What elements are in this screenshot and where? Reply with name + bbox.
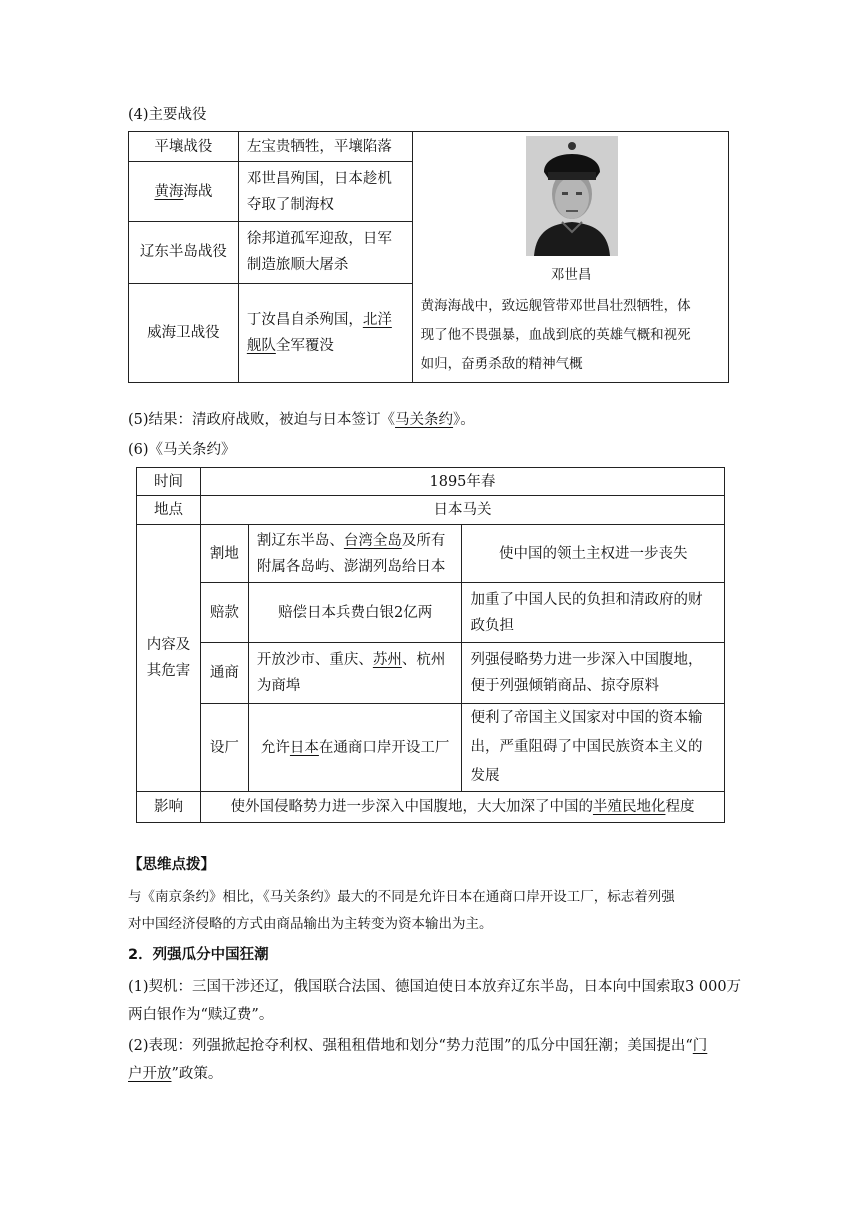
time-label: 时间 bbox=[137, 468, 201, 496]
row-item: 通商 bbox=[200, 643, 248, 704]
row-item: 割地 bbox=[200, 525, 248, 583]
battle-desc: 左宝贵牺牲，平壤陷落 bbox=[238, 132, 412, 162]
deng-shichang-portrait bbox=[526, 136, 618, 256]
battle-name: 黄海海战 bbox=[129, 162, 239, 222]
battles-table bbox=[128, 131, 729, 383]
battle-name: 平壤战役 bbox=[129, 132, 239, 162]
section-2-p2: (2)表现：列强掀起抢夺利权、强租租借地和划分“势力范围”的瓜分中国狂潮；美国提出“门 户开放”政策。 bbox=[128, 1038, 708, 1082]
row-content: 允许日本在通商口岸开设工厂 bbox=[248, 704, 462, 792]
time-value: 1895年春 bbox=[200, 468, 724, 496]
battle-desc: 徐邦道孤军迎敌，日军 制造旅顺大屠杀 bbox=[238, 222, 412, 283]
impact-value: 使外国侵略势力进一步深入中国腹地，大大加深了中国的半殖民地化程度 bbox=[200, 792, 724, 823]
portrait-caption: 邓世昌 bbox=[550, 267, 592, 283]
row-content: 赔偿日本兵费白银2亿两 bbox=[248, 583, 462, 643]
battle-name: 威海卫战役 bbox=[129, 283, 239, 382]
place-label: 地点 bbox=[137, 496, 201, 525]
impact-label: 影响 bbox=[137, 792, 201, 823]
content-label: 内容及 其危害 bbox=[137, 525, 201, 792]
section-2-title: 2．列强瓜分中国狂潮 bbox=[128, 947, 269, 963]
section-5-result: (5)结果：清政府战败，被迫与日本签订《马关条约》。 bbox=[128, 412, 475, 428]
tip-title: 【思维点拨】 bbox=[128, 857, 215, 873]
row-effect: 加重了中国人民的负担和清政府的财 政负担 bbox=[462, 583, 725, 643]
portrait-description: 黄海海战中，致远舰管带邓世昌壮烈牺牲，体 现了他不畏强暴，血战到底的英雄气概和视死 如归，奋勇杀敌的精神气概 bbox=[420, 298, 691, 372]
section-2-p1: (1)契机：三国干涉还辽，俄国联合法国、德国迫使日本放弃辽东半岛，日本向中国索取3 000万 两白银作为“赎辽费”。 bbox=[128, 979, 742, 1023]
section-4-title: (4)主要战役 bbox=[128, 107, 207, 123]
section-6-title: (6)《马关条约》 bbox=[128, 442, 236, 458]
row-content: 开放沙市、重庆、苏州、杭州 为商埠 bbox=[248, 643, 462, 704]
treaty-table bbox=[136, 467, 725, 823]
portrait-cell bbox=[412, 132, 728, 383]
row-effect: 列强侵略势力进一步深入中国腹地， 便于列强倾销商品、掠夺原料 bbox=[462, 643, 725, 704]
row-effect: 使中国的领土主权进一步丧失 bbox=[462, 525, 725, 583]
battle-desc: 邓世昌殉国，日本趁机 夺取了制海权 bbox=[238, 162, 412, 222]
row-effect: 便利了帝国主义国家对中国的资本输 出，严重阻碍了中国民族资本主义的 发展 bbox=[462, 704, 725, 792]
row-content: 割辽东半岛、台湾全岛及所有 附属各岛屿、澎湖列岛给日本 bbox=[248, 525, 462, 583]
place-value: 日本马关 bbox=[200, 496, 724, 525]
battle-name: 辽东半岛战役 bbox=[129, 222, 239, 283]
battle-desc: 丁汝昌自杀殉国，北洋 舰队全军覆没 bbox=[238, 283, 412, 382]
tip-text: 与《南京条约》相比，《马关条约》最大的不同是允许日本在通商口岸开设工厂，标志着列强 对中国经济侵略的方式由商品输出为主转变为资本输出为主。 bbox=[128, 889, 675, 932]
row-item: 赔款 bbox=[200, 583, 248, 643]
row-item: 设厂 bbox=[200, 704, 248, 792]
